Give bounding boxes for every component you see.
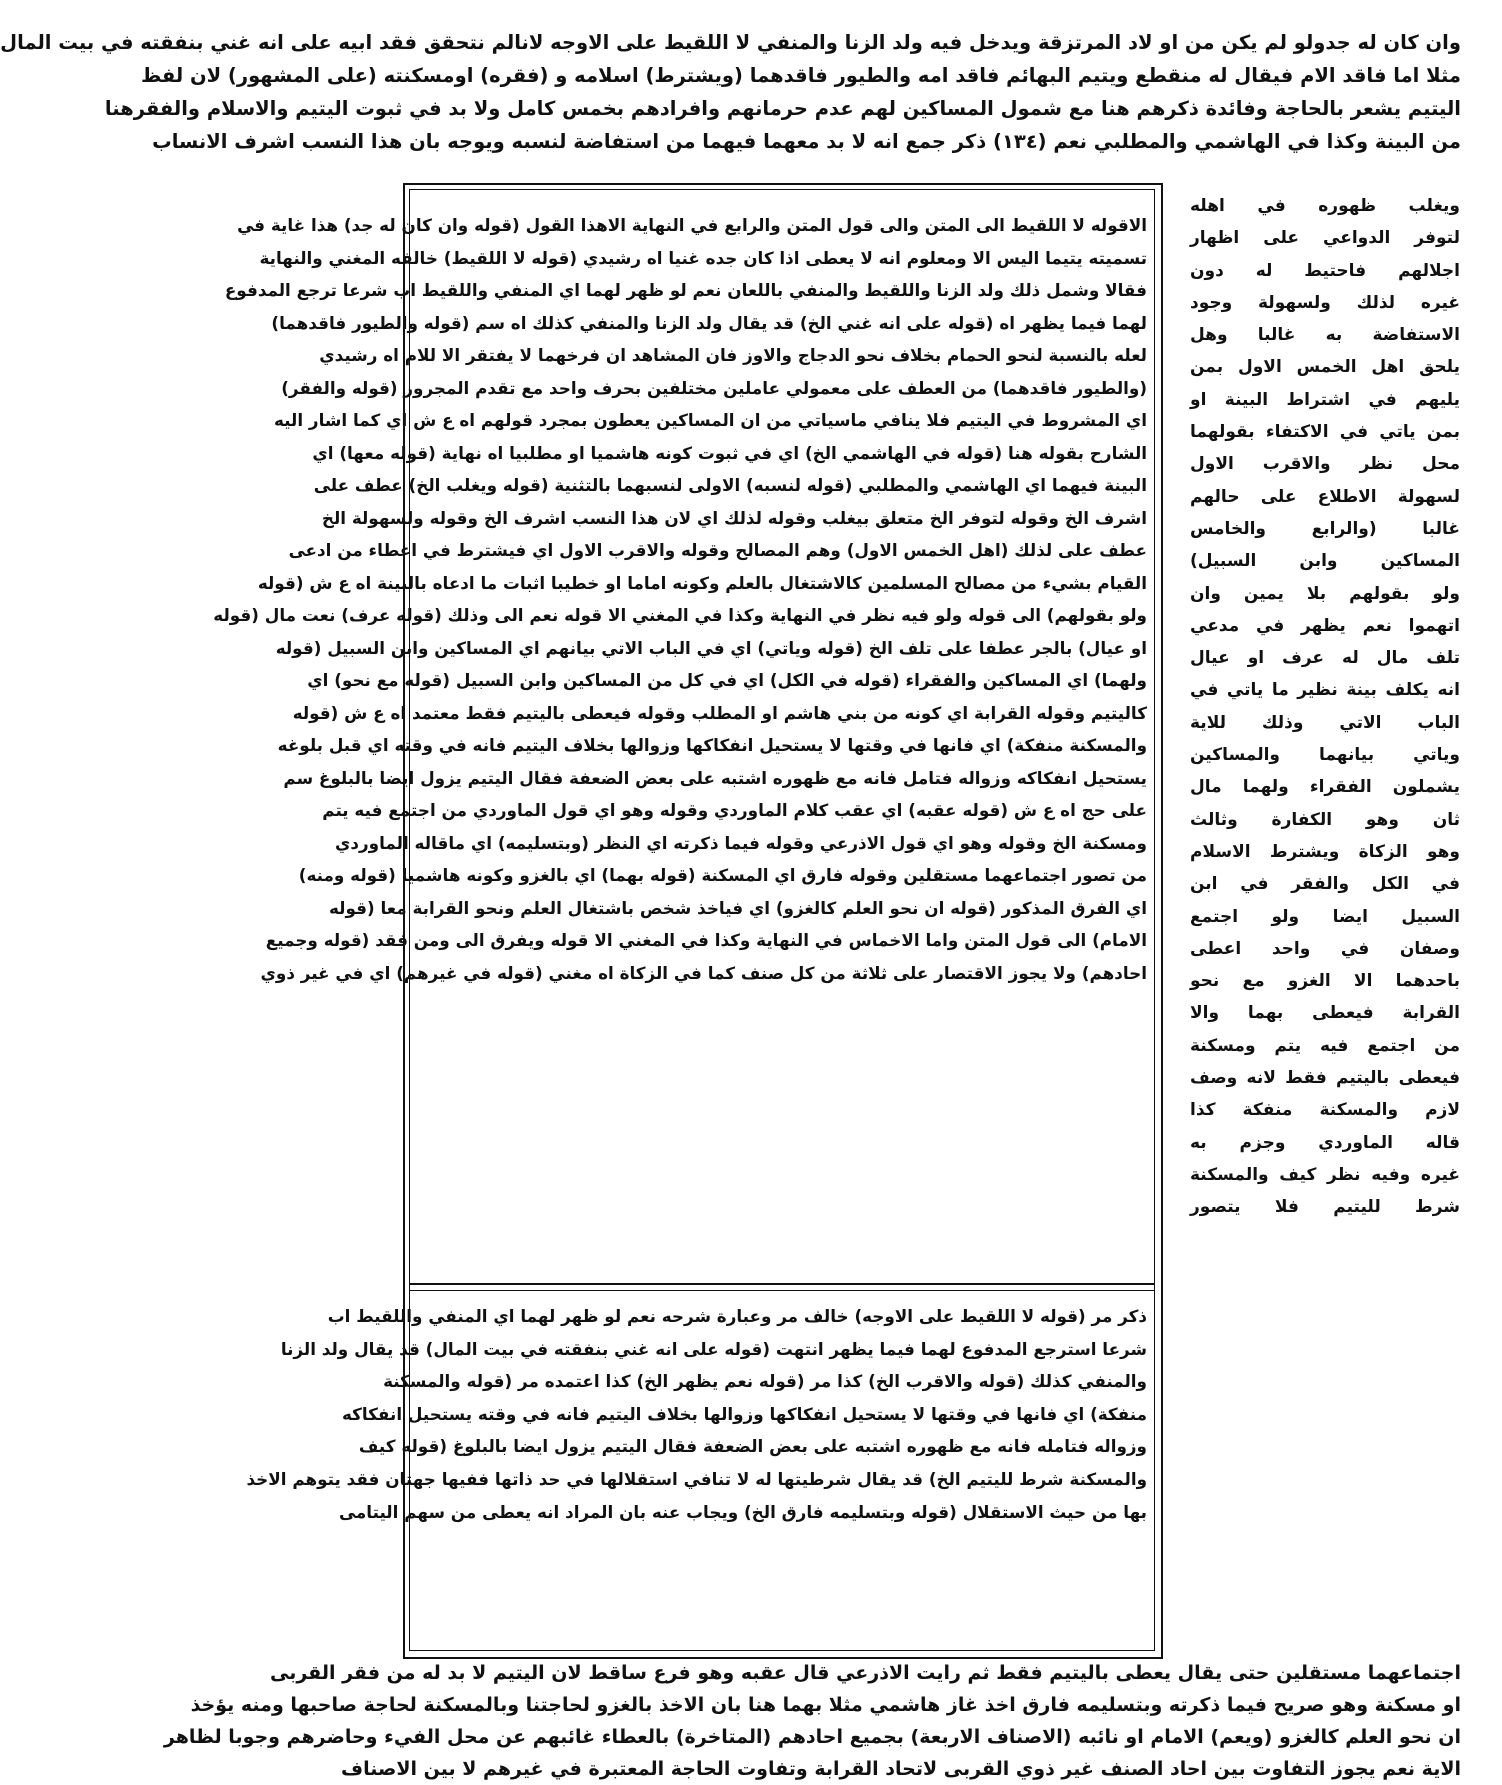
text-line: شرعا استرجع المدفوع لهما فيما يظهر انتهت (قوله على انه غني بنفقته في بيت المال) قد يقال ولد الزنا [280,1338,1147,1359]
text-line: انه يكلف بينة نظير ما ياتي في [1190,680,1460,701]
text-line: الاستفاضة به غالبا وهل [1190,325,1460,346]
text-line: كاليتيم وقوله القرابة اي كونه من بني هاشم او المطلب وقوله فيعطى باليتيم فقط معتمد اه ع ش (قوله [292,702,1147,723]
text-line: يستحيل انفكاكه وزواله فتامل فانه مع ظهوره اشتبه على بعض الضعفة فقال اليتيم يزول ايضا بالبلوغ سم [283,767,1147,788]
text-line: لازم والمسكنة منفكة كذا [1190,1100,1460,1121]
text-line: مثلا اما فاقد الام فيقال له منقطع ويتيم البهائم فاقد امه والطيور فاقدهما (ويشترط) اسلامه و (فقره) اومسكنته (على المشهور) لان لفظ [140,64,1461,87]
text-line: منفكة) اي فانها في وقتها لا يستحيل انفكاكها وزوالها بخلاف اليتيم فانه في وقته يستحيل انفكاكه [341,1403,1147,1424]
text-line: السبيل ايضا ولو اجتمع [1190,906,1460,927]
text-line: وياتي بيانهما والمساكين [1190,745,1460,766]
text-line: او مسكنة وهو صريح فيما ذكرته وبتسليمه فارق اخذ غاز هاشمي مثلا بهما هنا بان الاخذ بالغزو لحاجتنا وبالمسكنة لحاجة صاحبها ومنه يؤخذ [190,1694,1461,1716]
text-line: اشرف الخ وقوله لتوفر الخ متعلق بيغلب وقوله لذلك اي لان هذا النسب اشرف الخ وقوله ولسهولة الخ [321,507,1147,528]
text-line: من اجتمع فيه يتم ومسكنة [1190,1035,1460,1056]
text-line: المساكين وابن السبيل) [1190,551,1460,572]
text-line: اجلالهم فاحتيط له دون [1190,260,1460,281]
text-line: او عيال) بالجر عطفا على تلف الخ (قوله وياتي) اي في الباب الاتي بيانهم اي المساكين وابن السبيل (قوله [275,637,1147,658]
commentary-lower [246,1300,1147,1640]
text-line: لعله بالنسبة لنحو الحمام بخلاف نحو الدجاج والاوز فان المشاهد ان فرخهما لا يفتقر الا للام اه رشيدي [319,345,1147,365]
text-line: يليهم في اشتراط البينة او [1190,389,1460,410]
text-line: وصفان في واحد اعطى [1190,938,1460,959]
text-line: احادهم) ولا يجوز الاقتصار على ثلاثة من كل صنف كما في الزكاة اه مغني (قوله في غيرهم) اي في غير ذوي [260,962,1147,983]
text-line: على حج اه ع ش (قوله عقبه) اي عقب كلام الماوردي وقوله وهو اي قول الماوردي من اجتمع فيه يتم [322,800,1147,820]
text-line: اي المشروط في اليتيم فلا ينافي ماسياتي من ان المساكين يعطون بمجرد قولهم اه ع ش اي كما اشار اليه [273,410,1147,430]
text-line: اجتماعهما مستقلين حتى يقال يعطى باليتيم فقط ثم رايت الاذرعي قال عقبه وهو فرع ساقط لان اليتيم لا بد له من فقر القربى [269,1662,1461,1684]
text-line: ويغلب ظهوره في اهله [1190,196,1460,216]
text-line: محل نظر والاقرب الاول [1190,454,1460,475]
text-line: عطف على لذلك (اهل الخمس الاول) وهم المصالح وقوله والاقرب الاول اي فيشترط في اعطاء من ادعى [288,540,1147,560]
text-line: الاية نعم يجوز التفاوت بين احاد الصنف غير ذوي القربى لاتحاد القرابة وتفاوت الحاجة المعتبرة في غيرهم لا بين الاصناف [341,1758,1461,1780]
text-line: فقالا وشمل ذلك ولد الزنا واللقيط والمنفي باللعان نعم لو ظهر لهما اي المنفي واللقيط اب شرعا ترجع المدفوع [224,280,1147,300]
text-line: الاقوله لا اللقيط الى المتن والى قول المتن والرابع في النهاية الاهذا القول (قوله وان كان له جد) هذا غاية في [237,215,1147,235]
top-main-text [0,26,1461,158]
text-line: اي الفرق المذكور (قوله ان نحو العلم كالغزو) اي فياخذ شخص باشتغال العلم ونحو القرابة معا (قوله [328,897,1147,918]
text-line: البينة فيهما اي الهاشمي والمطلبي (قوله لنسبه) الاولى لنسبهما بالتثنية (قوله ويغلب الخ) عطف على [313,475,1147,495]
text-line: من البينة وكذا في الهاشمي والمطلبي نعم (١٣٤) ذكر جمع انه لا بد معهما فيهما من استفاضة لنسبه ويوجه بان هذا النسب اشرف الانساب [152,130,1461,153]
text-line: وهو الزكاة ويشترط الاسلام [1190,841,1460,862]
text-line: ولو بقولهم بلا يمين وان [1190,583,1460,604]
text-line: فيعطى باليتيم فقط لانه وصف [1190,1068,1460,1089]
commentary-divider [409,1283,1155,1291]
text-line: وزواله فتامله فانه مع ظهوره اشتبه على بعض الضعفة فقال اليتيم يزول ايضا بالبلوغ (قوله كيف [358,1436,1147,1457]
text-line: (والطيور فاقدهما) من العطف على معمولي عاملين مختلفين بحرف واحد مع تقدم المجرور (قوله والفقر) [281,377,1147,398]
text-line: ولهما) اي المساكين والفقراء (قوله في الكل) اي في كل من المساكين وابن السبيل (قوله مع نحو) اي [307,670,1147,690]
text-line: الامام) الى قول المتن واما الاخماس في النهاية وكذا في المغني الا قوله ويفرق الى ومن فقد (قوله وجميع [265,930,1147,950]
bottom-main-text [163,1657,1461,1785]
text-line: اتهموا نعم يظهر في مدعي [1190,615,1460,636]
text-line: اليتيم يشعر بالحاجة وفائدة ذكرهم هنا مع شمول المساكين لهم عدم حرمانهم وافرادهم بخمس كامل ولا بد في ثبوت اليتيم والاسلام والفقرهنا [104,97,1461,120]
main-text-column [1190,190,1460,1650]
text-line: باحدهما الا الغزو مع نحو [1190,971,1460,992]
text-line: ثان وهو الكفارة وثالث [1190,809,1460,830]
text-line: لسهولة الاطلاع على حالهم [1190,486,1460,507]
text-line: غيره لذلك ولسهولة وجود [1190,292,1460,313]
text-line: شرط لليتيم فلا يتصور [1190,1197,1460,1218]
text-line: بمن ياتي في الاكتفاء بقولهما [1190,422,1460,443]
text-line: غالبا (والرابع والخامس [1190,518,1460,539]
text-line: الباب الاتي وذلك للاية [1190,712,1460,733]
text-line: لهما فيما يظهر اه (قوله على انه غني الخ) قد يقال ولد الزنا والمنفي كذلك اه سم (قوله والطيور فاقدهما) [271,312,1147,333]
text-line: لتوفر الدواعي على اظهار [1190,228,1460,249]
text-line: والمنفي كذلك (قوله والاقرب الخ) كذا مر (قوله نعم يظهر الخ) كذا اعتمده مر (قوله والمسكنة [383,1371,1147,1392]
commentary-box [213,183,1163,1665]
text-line: من تصور اجتماعهما مستقلين وقوله فارق اي المسكنة (قوله بهما) اي بالغزو وكونه هاشميا (قوله ومنه) [298,865,1147,885]
text-line: القيام بشيء من مصالح المسلمين كالاشتغال بالعلم وكونه اماما او خطيبا اثبات ما ادعاه بالبينة اه ع ش (قوله [257,572,1147,593]
text-line: ومسكنة الخ وقوله وهو اي قول الاذرعي وقوله فيما ذكرته اي النظر (وبتسليمه) اي ماقاله الماوردي [335,832,1147,853]
text-line: والمسكنة شرط لليتيم الخ) قد يقال شرطيتها له لا تنافي استقلالها في حد ذاتها ففيها جهتان فقد يتوهم الاخذ [246,1468,1147,1489]
text-line: يلحق اهل الخمس الاول بمن [1190,357,1460,378]
text-line: وان كان له جدولو لم يكن من او لاد المرتزقة ويدخل فيه ولد الزنا والمنفي لا اللقيط على الاوجه لانالم نتحقق فقد ابيه على انه غني بنفقته في بيت المال [0,31,1461,54]
text-line: تسميته يتيما اليس الا ومعلوم انه لا يعطى اذا كان جده غنيا اه رشيدي (قوله لا اللقيط) خالفه المغني والنهاية [259,247,1147,268]
commentary-upper [213,209,1147,1282]
text-line: الشارح بقوله هنا (قوله في الهاشمي الخ) اي في ثبوت كونه هاشميا او مطلبيا اه نهاية (قوله معها) اي [312,442,1147,463]
text-line: في الكل والفقر في ابن [1190,874,1460,895]
text-line: ذكر مر (قوله لا اللقيط على الاوجه) خالف مر وعبارة شرحه نعم لو ظهر لهما اي المنفي واللقيط اب [327,1306,1147,1326]
page-number: ١٣٤ [871,0,873,1]
text-line: يشملون الفقراء ولهما مال [1190,777,1460,798]
text-line: والمسكنة منفكة) اي فانها في وقتها لا يستحيل انفكاكها وزوالها بخلاف اليتيم فانه في وقته اي قبل بلوغه [277,735,1147,755]
text-line: قاله الماوردي وجزم به [1190,1132,1460,1153]
text-line: ولو بقولهم) الى قوله ولو فيه نظر في النهاية وكذا في المغني الا قوله نعم الى وذلك (قوله عرف) نعت مال (قوله [213,605,1147,625]
text-line: ان نحو العلم كالغزو (ويعم) الامام او نائبه (الاصناف الاربعة) بجميع احادهم (المتاخرة) بالعطاء غائبهم عن محل الفيء وحاضرهم وجوبا لظاهر [163,1726,1461,1748]
text-line: غيره وفيه نظر كيف والمسكنة [1190,1164,1460,1185]
text-line: تلف مال له عرف او عيال [1190,648,1460,669]
text-line: القرابة فيعطى بهما والا [1190,1003,1460,1024]
text-line: بها من حيث الاستقلال (قوله وبتسليمه فارق الخ) ويجاب عنه بان المراد انه يعطى من سهم اليتامى [338,1501,1147,1522]
